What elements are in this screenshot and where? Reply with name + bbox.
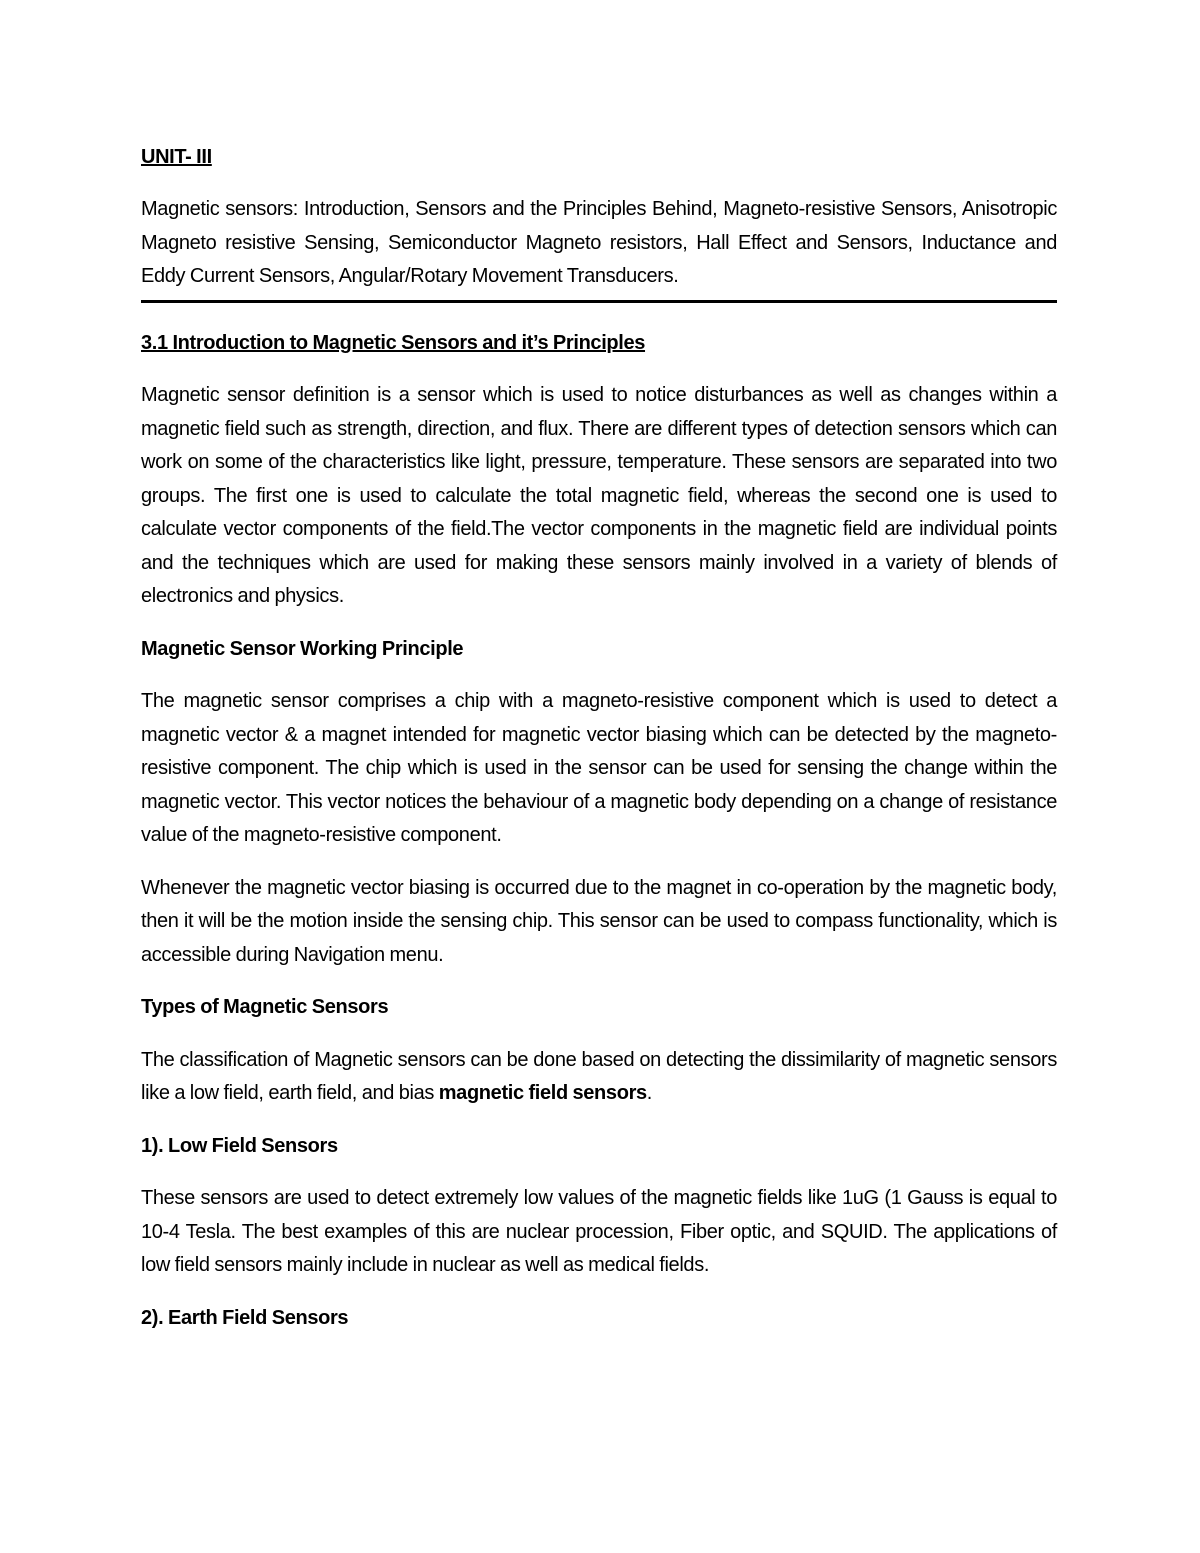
types-paragraph-end: .	[646, 1082, 652, 1104]
types-paragraph	[141, 1044, 1057, 1111]
working-paragraph-1: The magnetic sensor comprises a chip with a magneto-resistive component which is used to detect a magnetic vector & a magnet intended for magnetic vector biasing which can be detected by the magneto-resistive component. The chip which is used in the sensor can be used for sensing the change within the magnetic vector. This vector notices the behaviour of a magnetic body depending on a change of resistance value of the magneto-resistive component.	[141, 690, 1057, 846]
working-principle-heading: Magnetic Sensor Working Principle	[141, 637, 464, 660]
working-paragraph-2: Whenever the magnetic vector biasing is occurred due to the magnet in co-operation by the magnetic body, then it will be the motion inside the sensing chip. This sensor can be used to compass functionality, which is accessible during Navigation menu.	[141, 876, 1057, 966]
intro-paragraph: Magnetic sensor definition is a sensor which is used to notice disturbances as well as changes within a magnetic field such as strength, direction, and flux. There are different types of detection sensors which can work on some of the characteristics like light, pressure, temperature. These sensors are separated into two groups. The first one is used to calculate the total magnetic field, whereas the second one is used to calculate vector components of the field.The vector components in the magnetic field are individual points and the techniques which are used for making these sensors mainly involved in a variety of blends of electronics and physics.	[141, 384, 1057, 607]
horizontal-rule	[141, 300, 1057, 303]
syllabus-paragraph: Magnetic sensors: Introduction, Sensors and the Principles Behind, Magneto-resistive Sensors, Anisotropic Magneto resistive Sensing, Semiconductor Magneto resistors, Hall Effect and Sensors, Inductance and Eddy Current Sensors, Angular/Rotary Movement Transducers.	[141, 198, 1057, 287]
unit-title: UNIT- III	[141, 146, 212, 168]
types-paragraph-text: The classification of Magnetic sensors can be done based on detecting the dissimilarity of magnetic sensors like a low field, earth field, and bias	[141, 1048, 1057, 1104]
document-page	[141, 140, 1057, 1354]
earth-field-heading: 2). Earth Field Sensors	[141, 1306, 349, 1329]
section-heading: 3.1 Introduction to Magnetic Sensors and it’s Principles	[141, 331, 646, 354]
low-field-heading: 1). Low Field Sensors	[141, 1134, 338, 1157]
types-heading: Types of Magnetic Sensors	[141, 996, 389, 1018]
low-field-paragraph: These sensors are used to detect extremely low values of the magnetic fields like 1uG (1 Gauss is equal to 10-4 Tesla. The best examples of this are nuclear procession, Fiber optic, and SQUID. The applications of low field sensors mainly include in nuclear as well as medical fields.	[141, 1187, 1057, 1276]
types-paragraph-bold: magnetic field sensors	[438, 1082, 647, 1104]
